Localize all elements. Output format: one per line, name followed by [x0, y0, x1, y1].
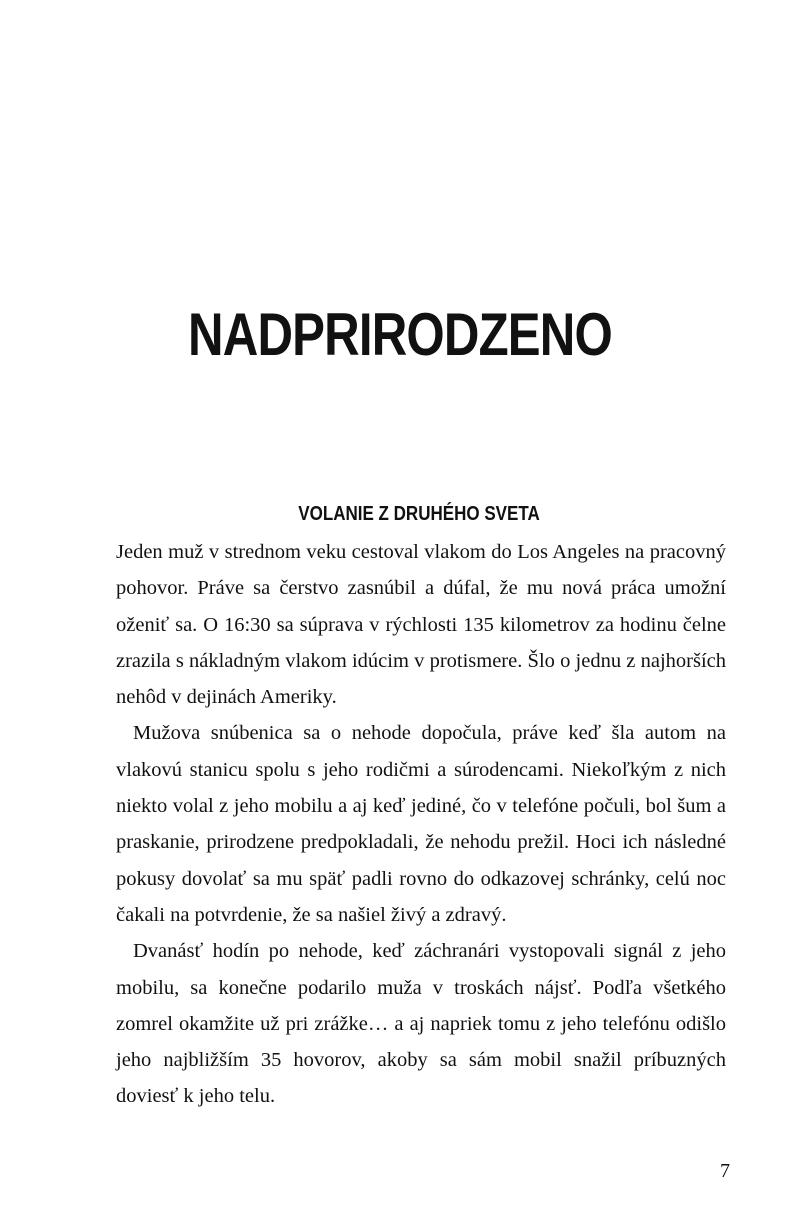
paragraph-2: Mužova snúbenica sa o nehode dopočula, práve keď šla autom na vlakovú stanicu spolu s jeho rodičmi a súrodencami. Niekoľkým z nich niekto volal z jeho mobilu a aj keď jediné, čo v telefóne počuli, bol šum a praskanie, prirodzene predpokladali, že nehodu prežil. Hoci ich následné pokusy dovolať sa mu späť padli rovno do odkazovej schránky, celú noc čakali na potvrdenie, že sa našiel živý a zdravý. [116, 722, 726, 926]
chapter-title: NADPRIRODZENO [188, 301, 612, 368]
section-heading: VOLANIE Z DRUHÉHO SVETA [298, 503, 540, 525]
paragraph-1: Jeden muž v strednom veku cestoval vlakom do Los Angeles na pracovný pohovor. Práve sa čerstvo zasnúbil a dúfal, že mu nová práca umožní oženiť sa. O 16:30 sa súprava v rýchlosti 135 kilometrov za hodinu čelne zrazila s nákladným vlakom idúcim v protismere. Šlo o jednu z najhorších nehôd v dejinách Ameriky. [116, 541, 726, 709]
body-text [116, 534, 726, 1115]
page-number: 7 [720, 1160, 730, 1182]
paragraph-3: Dvanásť hodín po nehode, keď záchranári vystopovali signál z jeho mobilu, sa konečne podarilo muža v troskách nájsť. Podľa všetkého zomrel okamžite už pri zrážke… a aj napriek tomu z jeho telefónu odišlo jeho najbližším 35 hovorov, akoby sa sám mobil snažil príbuzných doviesť k jeho telu. [116, 940, 726, 1108]
